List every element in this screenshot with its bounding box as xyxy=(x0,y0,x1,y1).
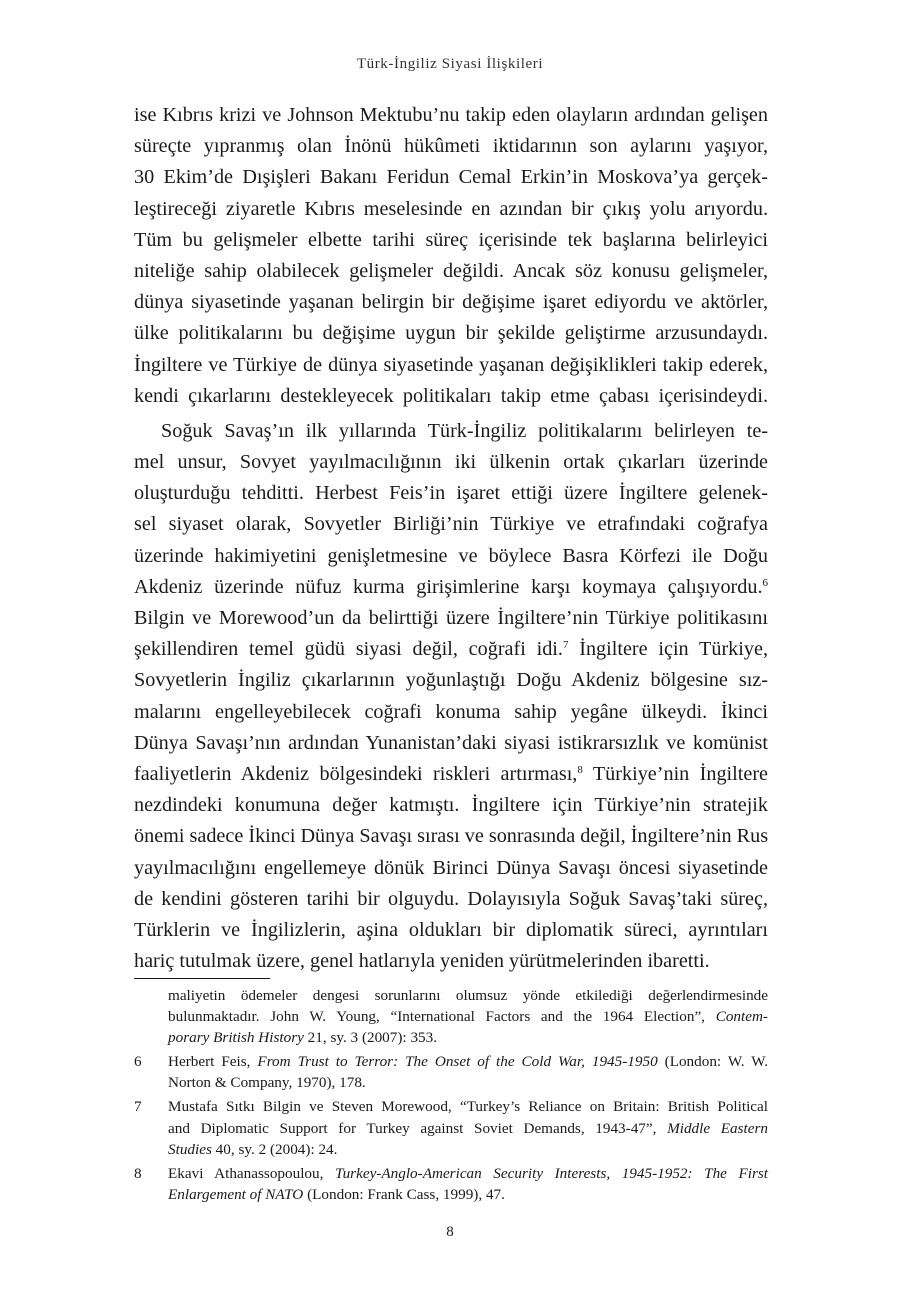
footnote-line xyxy=(168,1118,768,1139)
text-line: sel siyaset olarak, Sovyetler Birliği’nin Türkiye ve etrafındaki coğrafya xyxy=(134,513,768,536)
text-run-italic: From Trust to Terror: The Onset of the Cold War, 1945-1950 xyxy=(257,1053,658,1071)
footnote-ref-6[interactable]: 6 xyxy=(762,576,768,589)
text-run-italic: Middle Eastern xyxy=(667,1119,769,1137)
text-run: and Diplomatic Support for Turkey against Soviet Demands, 1943-47”, xyxy=(168,1119,668,1137)
text-line xyxy=(134,572,768,603)
footnote-line xyxy=(168,1163,768,1184)
text-run: bulunmaktadır. John W. Young, “International Factors and the 1964 Election”, xyxy=(168,1008,716,1026)
footnote-ref-7[interactable]: 7 xyxy=(562,639,569,652)
text-line: ise Kıbrıs krizi ve Johnson Mektubu’nu takip eden olayların ardından gelişen xyxy=(134,104,768,126)
text-line: İngiltere ve Türkiye de dünya siyasetinde yaşanan değişiklikleri takip ederek, xyxy=(134,353,768,376)
footnote-line xyxy=(168,1139,768,1160)
body-text xyxy=(134,100,768,977)
footnote-8 xyxy=(134,1163,768,1205)
text-run: 21, sy. 3 (2007): 353. xyxy=(303,1029,438,1047)
text-line: üzerinde hakimiyetini genişletmesine ve böylece Basra Körfezi ile Doğu xyxy=(134,544,768,567)
text-run-italic: Enlargement of NATO xyxy=(168,1185,304,1203)
text-line xyxy=(134,634,768,665)
footnote-line: Norton & Company, 1970), 178. xyxy=(168,1074,366,1092)
paragraph-2 xyxy=(134,416,768,977)
text-line: Sovyetlerin İngiliz çıkarlarının yoğunlaştığı Doğu Akdeniz bölgesine sız- xyxy=(134,669,768,692)
text-line: kendi çıkarlarını destekleyecek politikaları takip etme çabası içerisindeydi. xyxy=(134,384,768,407)
text-run: faaliyetlerin Akdeniz bölgesindeki riskleri artırması, xyxy=(134,762,578,785)
footnote-line xyxy=(168,1006,768,1027)
text-run: (London: W. W. xyxy=(657,1053,768,1071)
text-line: de kendini gösteren tarihi bir olguydu. Dolayısıyla Soğuk Savaş’taki süreç, xyxy=(134,887,768,910)
text-line: oluşturduğu tehditti. Herbest Feis’in işaret ettiği üzere İngiltere gelenek- xyxy=(134,482,768,505)
text-line: Bilgin ve Morewood’un da belirttiği üzere İngiltere’nin Türkiye politikasını xyxy=(134,607,768,629)
text-line: süreçte yıpranmış olan İnönü hükûmeti iktidarının son aylarını yaşıyor, xyxy=(134,135,768,158)
text-line: leştireceği ziyaretle Kıbrıs meselesinde en azından bir çıkış yolu arıyordu. xyxy=(134,197,768,220)
text-run: Herbert Feis, xyxy=(168,1053,258,1071)
text-run: Türkiye’nin İngiltere xyxy=(582,762,769,785)
footnote-line: maliyetin ödemeler dengesi sorunlarını olumsuz yönde etkilediği değerlendirmesinde xyxy=(168,987,768,1004)
text-line: ülke politikalarını bu değişime uygun bir şekilde geliştirme arzusundaydı. xyxy=(134,322,768,345)
text-line xyxy=(134,759,768,790)
text-line: hariç tutulmak üzere, genel hatlarıyla yeniden yürütmelerinden ibaretti. xyxy=(134,950,710,973)
paragraph-1 xyxy=(134,100,768,412)
text-run: Ekavi Athanassopoulou, xyxy=(168,1164,335,1182)
text-line: nezdindeki konumuna değer katmıştı. İngiltere için Türkiye’nin stratejik xyxy=(134,794,768,817)
text-line: Dünya Savaşı’nın ardından Yunanistan’daki siyasi istikrarsızlık ve komünist xyxy=(134,731,768,754)
footnote-number: 8 xyxy=(134,1164,142,1182)
footnote-ref-8[interactable]: 8 xyxy=(577,763,583,776)
text-line: malarını engelleyebilecek coğrafi konuma sahip yegâne ülkeydi. İkinci xyxy=(134,700,768,723)
text-line: Türklerin ve İngilizlerin, aşina oldukları bir diplomatik süreci, ayrıntıları xyxy=(134,918,768,941)
text-line: niteliğe sahip olabilecek gelişmeler değildi. Ancak söz konusu gelişmeler, xyxy=(134,259,768,282)
text-run: (London: Frank Cass, 1999), 47. xyxy=(303,1185,505,1203)
footnote-7 xyxy=(134,1096,768,1159)
text-run: İngiltere için Türkiye, xyxy=(568,638,768,661)
page-number: 8 xyxy=(446,1224,454,1240)
footnote-line: Mustafa Sıtkı Bilgin ve Steven Morewood, “Turkey’s Reliance on Britain: British Political xyxy=(168,1098,768,1116)
text-run-italic: Turkey-Anglo-American Security Interests, 1945-1952: The First xyxy=(334,1164,768,1182)
text-line: önemi sadece İkinci Dünya Savaşı sırası ve sonrasında değil, İngiltere’nin Rus xyxy=(134,825,769,848)
text-run-italic: Studies xyxy=(168,1140,212,1158)
text-run: 40, sy. 2 (2004): 24. xyxy=(211,1140,338,1158)
text-line: mel unsur, Sovyet yayılmacılığının iki ülkenin ortak çıkarları üzerinde xyxy=(134,451,768,474)
text-run: Akdeniz üzerinde nüfuz kurma girişimlerine karşı koymaya çalışıyordu. xyxy=(134,575,763,598)
text-run-italic: porary British History xyxy=(168,1029,304,1047)
text-run-italic: Contem- xyxy=(715,1008,768,1026)
footnote-6 xyxy=(134,1051,768,1093)
footnote-divider xyxy=(134,978,270,979)
footnote-continuation xyxy=(134,985,768,1048)
footnote-number: 7 xyxy=(134,1098,142,1116)
text-line: dünya siyasetinde yaşanan belirgin bir değişime işaret ediyordu ve aktörler, xyxy=(134,291,768,314)
footnote-line xyxy=(168,1184,768,1205)
footnote-line xyxy=(168,1027,768,1048)
text-line: 30 Ekim’de Dışişleri Bakanı Feridun Cemal Erkin’in Moskova’ya gerçek- xyxy=(134,166,768,189)
footnotes xyxy=(134,985,768,1208)
running-header: Türk-İngiliz Siyasi İlişkileri xyxy=(356,56,544,72)
text-line: yayılmacılığını engellemeye dönük Birinci Dünya Savaşı öncesi siyasetinde xyxy=(134,856,768,879)
footnote-line xyxy=(168,1051,768,1072)
footnote-number: 6 xyxy=(134,1053,142,1071)
text-run: şekillendiren temel güdü siyasi değil, coğrafi idi. xyxy=(134,638,563,661)
text-line: Soğuk Savaş’ın ilk yıllarında Türk-İngiliz politikalarını belirleyen te- xyxy=(161,419,768,442)
text-line: Tüm bu gelişmeler elbette tarihi süreç içerisinde tek başlarına belirleyici xyxy=(134,228,768,251)
